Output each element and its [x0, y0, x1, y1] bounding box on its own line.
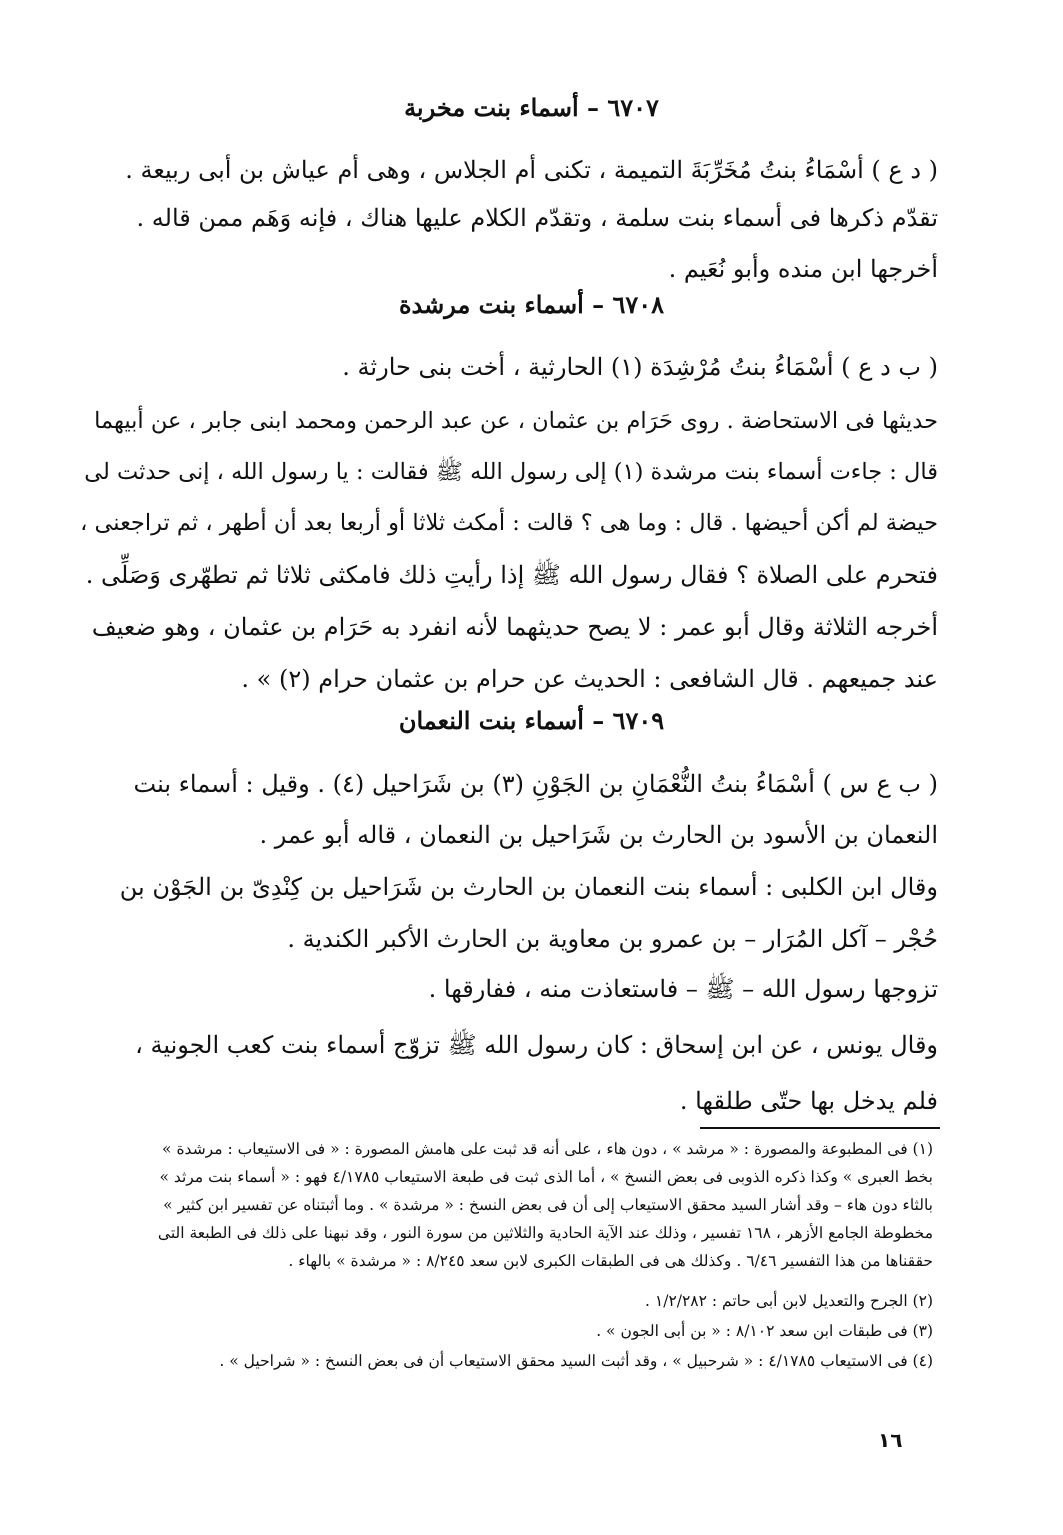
footnote-line: بالثاء دون هاء – وقد أشار السيد محقق الاستيعاب إلى أن فى بعض النسخ : « مرشدة » . وما أثبتناه عن تفسير ابن كثير » [163, 1196, 933, 1214]
footnote-line: (١) فى المطبوعة والمصورة : « مرشد » ، دون هاء ، على أنه قد ثبت على هامش المصورة : « فى الاستيعاب : مرشدة » [162, 1140, 933, 1158]
entry-text-line: فتحرم على الصلاة ؟ فقال رسول الله ﷺ إذا رأيتِ ذلك فامكثى ثلاثا ثم تطهّرى وَصَلِّى . [85, 561, 938, 589]
entry-text-line: وقال ابن الكلبى : أسماء بنت النعمان بن الحارث بن شَرَاحيل بن كِنْدِىّ بن الجَوْن بن [119, 873, 938, 901]
entry-text-line: حديثها فى الاستحاضة . روى حَرَام بن عثمان ، عن عبد الرحمن ومحمد ابنى جابر ، عن أبيهما [94, 408, 938, 434]
entry-heading: ٦٧٠٧ – أسماء بنت مخربة [404, 93, 659, 122]
entry-text-line: ( د ع ) أسْمَاءُ بنتُ مُخَرِّبَةَ التميمة ، تكنى أم الجلاس ، وهى أم عياش بن أبى ربيعة . [125, 156, 938, 184]
entry-text-line: تقدّم ذكرها فى أسماء بنت سلمة ، وتقدّم الكلام عليها هناك ، فإنه وَهَم ممن قاله . [136, 204, 938, 232]
footnote-line: حققناها من هذا التفسير ٦/٤٦ . وكذلك هى فى الطبقات الكبرى لابن سعد ٨/٢٤٥ : « مرشدة » بالهاء . [288, 1252, 933, 1270]
footnote-line: مخطوطة الجامع الأزهر ، ١٦٨ تفسير ، وذلك عند الآية الحادية والثلاثين من سورة النور ، وقد نبهنا على ذلك فى الطبعة التى [157, 1224, 933, 1242]
entry-text-line: وقال يونس ، عن ابن إسحاق : كان رسول الله ﷺ تزوّج أسماء بنت كعب الجونية ، [135, 1031, 938, 1059]
entry-text-line: حُجْر – آكل المُرَار – بن عمرو بن معاوية بن الحارث الأكبر الكندية . [287, 925, 938, 953]
page-number: ١٦ [878, 1428, 903, 1452]
footnote-separator [700, 1127, 940, 1129]
footnote-line: (٤) فى الاستيعاب ٤/١٧٨٥ : « شرحبيل » ، وقد أثبت السيد محقق الاستيعاب أن فى بعض النسخ : « شراحيل » . [219, 1352, 933, 1370]
entry-text-line: أخرجها ابن منده وأبو نُعَيم . [668, 255, 938, 283]
entry-text-line: ( ب ع س ) أسْمَاءُ بنتُ النُّعْمَانِ بن الجَوْنِ (٣) بن شَرَاحيل (٤) . وقيل : أسماء بنت [133, 770, 938, 798]
footnote-line: (٢) الجرح والتعديل لابن أبى حاتم : ١/٢/٢٨٢ . [645, 1292, 933, 1310]
entry-text-line: قال : جاءت أسماء بنت مرشدة (١) إلى رسول الله ﷺ فقالت : يا رسول الله ، إنى حدثت لى [84, 459, 938, 485]
footnote-line: بخط العبرى » وكذا ذكره الذوبى فى بعض النسخ » ، أما الذى ثبت فى طبعة الاستيعاب ٤/١٧٨٥ فهو : « أسماء بنت مرثد » [159, 1168, 933, 1186]
entry-text-line: تزوجها رسول الله – ﷺ – فاستعاذت منه ، ففارقها . [428, 975, 938, 1003]
entry-heading: ٦٧٠٨ – أسماء بنت مرشدة [398, 290, 665, 319]
entry-text-line: فلم يدخل بها حتّى طلقها . [679, 1087, 938, 1115]
footnote-line: (٣) فى طبقات ابن سعد ٨/١٠٢ : « بن أبى الجون » . [596, 1322, 933, 1340]
entry-text-line: ( ب د ع ) أسْمَاءُ بنتُ مُرْشِدَة (١) الحارثية ، أخت بنى حارثة . [342, 353, 938, 381]
entry-heading: ٦٧٠٩ – أسماء بنت النعمان [398, 706, 665, 735]
entry-text-line: أخرجه الثلاثة وقال أبو عمر : لا يصح حديثهما لأنه انفرد به حَرَام بن عثمان ، وهو ضعيف [91, 613, 938, 641]
entry-text-line: حيضة لم أكن أحيضها . قال : وما هى ؟ قالت : أمكث ثلاثا أو أربعا بعد أن أطهر ، ثم تراجعنى ، [80, 510, 938, 536]
entry-text-line: عند جميعهم . قال الشافعى : الحديث عن حرام بن عثمان حرام (٢) » . [241, 665, 938, 693]
entry-text-line: النعمان بن الأسود بن الحارث بن شَرَاحيل بن النعمان ، قاله أبو عمر . [259, 821, 938, 849]
